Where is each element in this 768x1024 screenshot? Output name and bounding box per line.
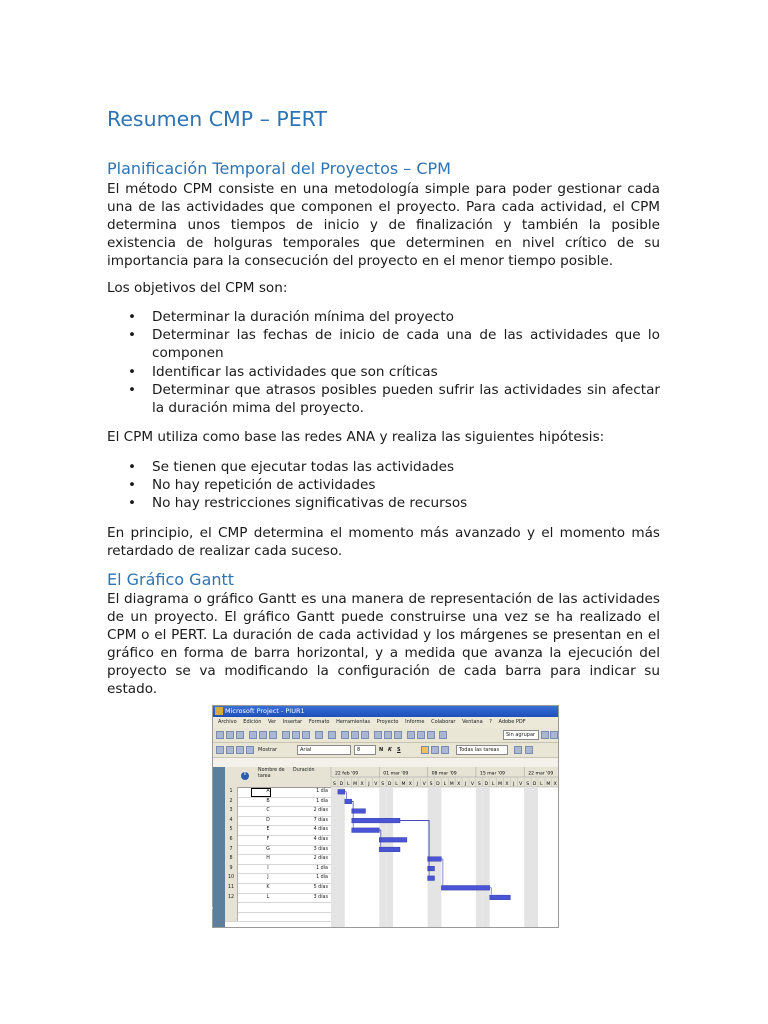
gantt-heading: El Gráfico Gantt	[107, 570, 235, 589]
task-duration-cell[interactable]: 1 día	[316, 798, 328, 804]
notes-icon[interactable]	[384, 731, 392, 739]
undo-icon[interactable]	[315, 731, 323, 739]
task-name-cell[interactable]: I	[267, 865, 269, 871]
filter-select[interactable]: Todas las tareas	[456, 745, 508, 755]
day-label: S	[526, 782, 530, 787]
column-header-duration[interactable]: Duración	[293, 768, 315, 773]
hide-subtasks-icon[interactable]	[246, 746, 254, 754]
list-item: • Determinar las fechas de inicio de cada una de las actividades que lo componen	[107, 326, 660, 362]
gantt-paragraph: El diagrama o gráfico Gantt es una manera de representación de las actividades de un proyecto. El gráfico Gantt puede construirse una vez se ha realizado el CPM o el PERT. La duración de cada actividad y los márgenes se presentan en el gráfico en forma de barra horizontal, y a medida que avanza la ejecución del proyecto se va modificando la configuración de cada barra para indicar su estado.	[107, 591, 660, 697]
preview-icon[interactable]	[259, 731, 267, 739]
day-label: M	[449, 782, 454, 787]
weekend-column	[483, 787, 490, 927]
row-id: 12	[225, 893, 238, 903]
day-label: V	[422, 782, 426, 787]
cut-icon[interactable]	[282, 731, 290, 739]
task-bar	[352, 828, 380, 833]
task-bar	[345, 799, 352, 804]
row-id: 8	[225, 854, 238, 864]
day-label: V	[519, 782, 523, 787]
page-title: Resumen CMP – PERT	[107, 107, 327, 131]
chart-icon[interactable]	[427, 731, 435, 739]
menu-bar	[213, 717, 558, 728]
day-label: S	[477, 782, 481, 787]
day-label: L	[443, 782, 447, 787]
dependency-arrow	[345, 792, 347, 799]
weekend-column	[331, 787, 338, 927]
column-header-name[interactable]: Nombre de tarea	[258, 768, 285, 779]
task-bar	[352, 809, 366, 814]
task-duration-cell[interactable]: 4 días	[313, 827, 328, 833]
row-id: 11	[225, 883, 238, 893]
day-label: X	[408, 782, 412, 787]
week-label: 15 mar '09	[479, 771, 505, 777]
print-icon[interactable]	[249, 731, 257, 739]
window-title: Microsoft Project - PIUR1	[225, 707, 305, 715]
task-name-cell[interactable]: F	[266, 837, 270, 842]
italic-button[interactable]: K	[388, 747, 392, 753]
menu-item[interactable]: Ventana	[462, 719, 483, 725]
list-item: • Se tienen que ejecutar todas las actividades	[107, 458, 660, 476]
task-table-header	[225, 767, 331, 788]
edit-icon[interactable]	[439, 731, 447, 739]
font-select[interactable]: Arial	[297, 745, 351, 755]
day-label: D	[484, 782, 489, 787]
row-id: 7	[225, 845, 238, 855]
task-duration-cell[interactable]: 2 días	[313, 856, 328, 862]
task-duration-cell[interactable]: 1 día	[316, 789, 328, 794]
show-dropdown[interactable]: Mostrar	[258, 747, 278, 753]
task-bar	[490, 895, 511, 900]
principle-paragraph: En principio, el CMP determina el momento más avanzado y el momento más retardado de realizar cada suceso.	[107, 525, 660, 559]
weekend-column	[476, 787, 483, 927]
task-bar	[428, 876, 435, 881]
redo-icon[interactable]	[328, 731, 336, 739]
day-label: L	[395, 782, 398, 787]
row-id	[225, 902, 238, 912]
hypotheses-intro: El CPM utiliza como base las redes ANA y realiza las siguientes hipótesis:	[107, 429, 605, 445]
row-id: 5	[225, 825, 238, 835]
menu-item[interactable]: Colaborar	[431, 719, 456, 725]
group-select[interactable]: Sin agrupar	[503, 730, 539, 740]
day-label: M	[401, 782, 406, 787]
week-label: 22 feb '09	[335, 771, 359, 777]
dependency-arrow	[352, 801, 354, 827]
row-id: 6	[225, 835, 238, 845]
list-item: • No hay repetición de actividades	[107, 476, 660, 494]
list-item: • Identificar las actividades que son críticas	[107, 363, 660, 381]
day-label: M	[498, 782, 503, 787]
unlink-icon[interactable]	[351, 731, 359, 739]
zoom-out-icon[interactable]	[550, 731, 558, 739]
dependency-arrow	[400, 821, 429, 876]
task-name-cell[interactable]: E	[266, 827, 270, 833]
menu-item[interactable]: Formato	[308, 719, 330, 725]
task-name-cell[interactable]: G	[266, 846, 270, 852]
save-icon[interactable]	[236, 731, 244, 739]
font-size-select[interactable]: 8	[354, 745, 376, 755]
row-id: 1	[225, 787, 238, 797]
spelling-icon[interactable]	[269, 731, 277, 739]
day-label: X	[505, 782, 509, 787]
week-label: 01 mar '09	[383, 771, 409, 777]
gantt-view	[208, 767, 558, 927]
task-duration-cell[interactable]: 2 días	[313, 808, 328, 814]
task-bar	[379, 838, 407, 843]
menu-item[interactable]: Ver	[267, 719, 277, 725]
formatting-toolbar	[213, 743, 558, 758]
task-duration-cell[interactable]: 4 días	[313, 837, 328, 842]
info-column-icon[interactable]: i	[241, 772, 249, 780]
day-label: S	[429, 782, 433, 787]
wizard-icon[interactable]	[525, 746, 533, 754]
row-id	[225, 912, 238, 922]
weekend-column	[338, 787, 345, 927]
menu-item[interactable]: Adobe PDF	[498, 719, 526, 725]
indent-icon[interactable]	[226, 746, 234, 754]
task-table	[225, 767, 332, 927]
empty-row[interactable]	[225, 912, 331, 923]
menu-item[interactable]: Archivo	[218, 719, 237, 725]
day-label: M	[353, 782, 358, 787]
outdent-icon[interactable]	[216, 746, 224, 754]
objectives-intro: Los objetivos del CPM son:	[107, 280, 288, 296]
row-id: 3	[225, 806, 238, 816]
menu-item[interactable]: Proyecto	[376, 719, 399, 725]
autofilter-icon[interactable]	[514, 746, 522, 754]
task-name-cell[interactable]: H	[266, 856, 270, 862]
window-titlebar	[213, 706, 558, 717]
project-app-icon	[215, 707, 223, 715]
dependency-arrow	[490, 888, 492, 895]
day-label: L	[346, 782, 350, 787]
day-label: S	[332, 782, 336, 787]
cpm-heading: Planificación Temporal del Proyectos – CPM	[107, 159, 451, 178]
task-name-cell[interactable]: B	[266, 798, 270, 804]
day-label: D	[436, 782, 440, 787]
task-bar	[338, 790, 345, 795]
task-duration-cell[interactable]: 3 días	[313, 846, 328, 852]
objectives-list	[107, 308, 660, 417]
align-center-icon[interactable]	[431, 746, 439, 754]
day-label: D	[532, 782, 537, 787]
task-name-cell[interactable]: K	[266, 885, 270, 890]
day-label: M	[546, 782, 551, 787]
week-label: 08 mar '09	[431, 771, 457, 777]
row-id: 9	[225, 864, 238, 874]
task-duration-cell[interactable]: 3 días	[313, 894, 328, 900]
task-info-icon[interactable]	[374, 731, 382, 739]
task-duration-cell[interactable]: 1 día	[316, 865, 328, 871]
underline-button[interactable]: S	[397, 747, 401, 753]
weekend-column	[386, 787, 393, 927]
task-name-cell[interactable]: D	[266, 817, 270, 823]
weekend-column	[379, 787, 386, 927]
day-label: J	[368, 782, 370, 787]
menu-item[interactable]: Edición	[243, 719, 262, 725]
day-label: J	[464, 782, 467, 787]
cpm-intro-paragraph: El método CPM consiste en una metodología simple para poder gestionar cada una de las actividades que componen el proyecto. Para cada actividad, el CPM determina unos tiempos de inicio y de finalización y también la posible existencia de holguras temporales que determinen en nivel crítico de su importancia para la consecución del proyecto en el menor tiempo posible.	[107, 181, 660, 269]
gantt-chart-svg	[331, 767, 558, 927]
align-right-icon[interactable]	[441, 746, 449, 754]
dependency-arrow	[441, 859, 443, 885]
task-bar	[428, 857, 442, 862]
show-subtasks-icon[interactable]	[236, 746, 244, 754]
publish-icon[interactable]	[407, 731, 415, 739]
ms-project-screenshot	[208, 705, 559, 928]
menu-item[interactable]: Informe	[405, 719, 425, 725]
zoom-in-icon[interactable]	[541, 731, 549, 739]
task-name-cell[interactable]: C	[266, 808, 270, 814]
bold-button[interactable]: N	[379, 747, 384, 753]
day-label: D	[387, 782, 392, 787]
row-id: 4	[225, 816, 238, 826]
weekend-column	[524, 787, 531, 927]
link-icon[interactable]	[341, 731, 349, 739]
day-label: X	[360, 782, 364, 787]
task-bar	[379, 847, 400, 852]
day-label: J	[416, 782, 418, 787]
day-label: D	[339, 782, 344, 787]
day-label: X	[553, 782, 557, 787]
day-label: V	[374, 782, 378, 787]
copy-icon[interactable]	[292, 731, 300, 739]
task-duration-cell[interactable]: 5 días	[313, 885, 328, 890]
view-label: Diagrama de Gantt	[208, 866, 214, 919]
day-label: J	[513, 782, 515, 787]
standard-toolbar	[213, 728, 558, 743]
task-bar	[441, 886, 489, 891]
task-bar	[352, 818, 400, 823]
dependency-arrow	[400, 821, 429, 866]
paste-icon[interactable]	[302, 731, 310, 739]
task-name-cell[interactable]: L	[266, 894, 270, 900]
resource-icon[interactable]	[417, 731, 425, 739]
new-icon[interactable]	[216, 731, 224, 739]
day-label: L	[491, 782, 495, 787]
row-id: 10	[225, 873, 238, 883]
day-label: V	[470, 782, 475, 787]
list-item: • No hay restricciones significativas de recursos	[107, 494, 660, 512]
day-label: S	[381, 782, 385, 787]
open-icon[interactable]	[226, 731, 234, 739]
week-label: 22 mar '09	[528, 771, 554, 777]
menu-item[interactable]: ?	[489, 719, 492, 725]
task-name-cell[interactable]: A	[266, 789, 270, 794]
gantt-chart	[331, 767, 558, 927]
list-item: • Determinar la duración mínima del proyecto	[107, 308, 660, 326]
day-label: L	[540, 782, 543, 787]
view-bar[interactable]	[208, 767, 225, 927]
align-left-icon[interactable]	[421, 746, 429, 754]
menu-item[interactable]: Herramientas	[336, 719, 371, 725]
assign-icon[interactable]	[394, 731, 402, 739]
split-icon[interactable]	[361, 731, 369, 739]
list-item: • Determinar que atrasos posibles pueden sufrir las actividades sin afectar la duración mima del proyecto.	[107, 381, 660, 417]
day-label: X	[457, 782, 461, 787]
hypotheses-list	[107, 458, 660, 513]
weekend-column	[531, 787, 538, 927]
task-name-cell[interactable]: J	[267, 875, 269, 881]
task-duration-cell[interactable]: 7 días	[313, 817, 328, 823]
task-duration-cell[interactable]: 1 día	[316, 875, 328, 881]
task-bar	[428, 866, 435, 871]
row-id: 2	[225, 797, 238, 807]
menu-item[interactable]: Insertar	[282, 719, 303, 725]
